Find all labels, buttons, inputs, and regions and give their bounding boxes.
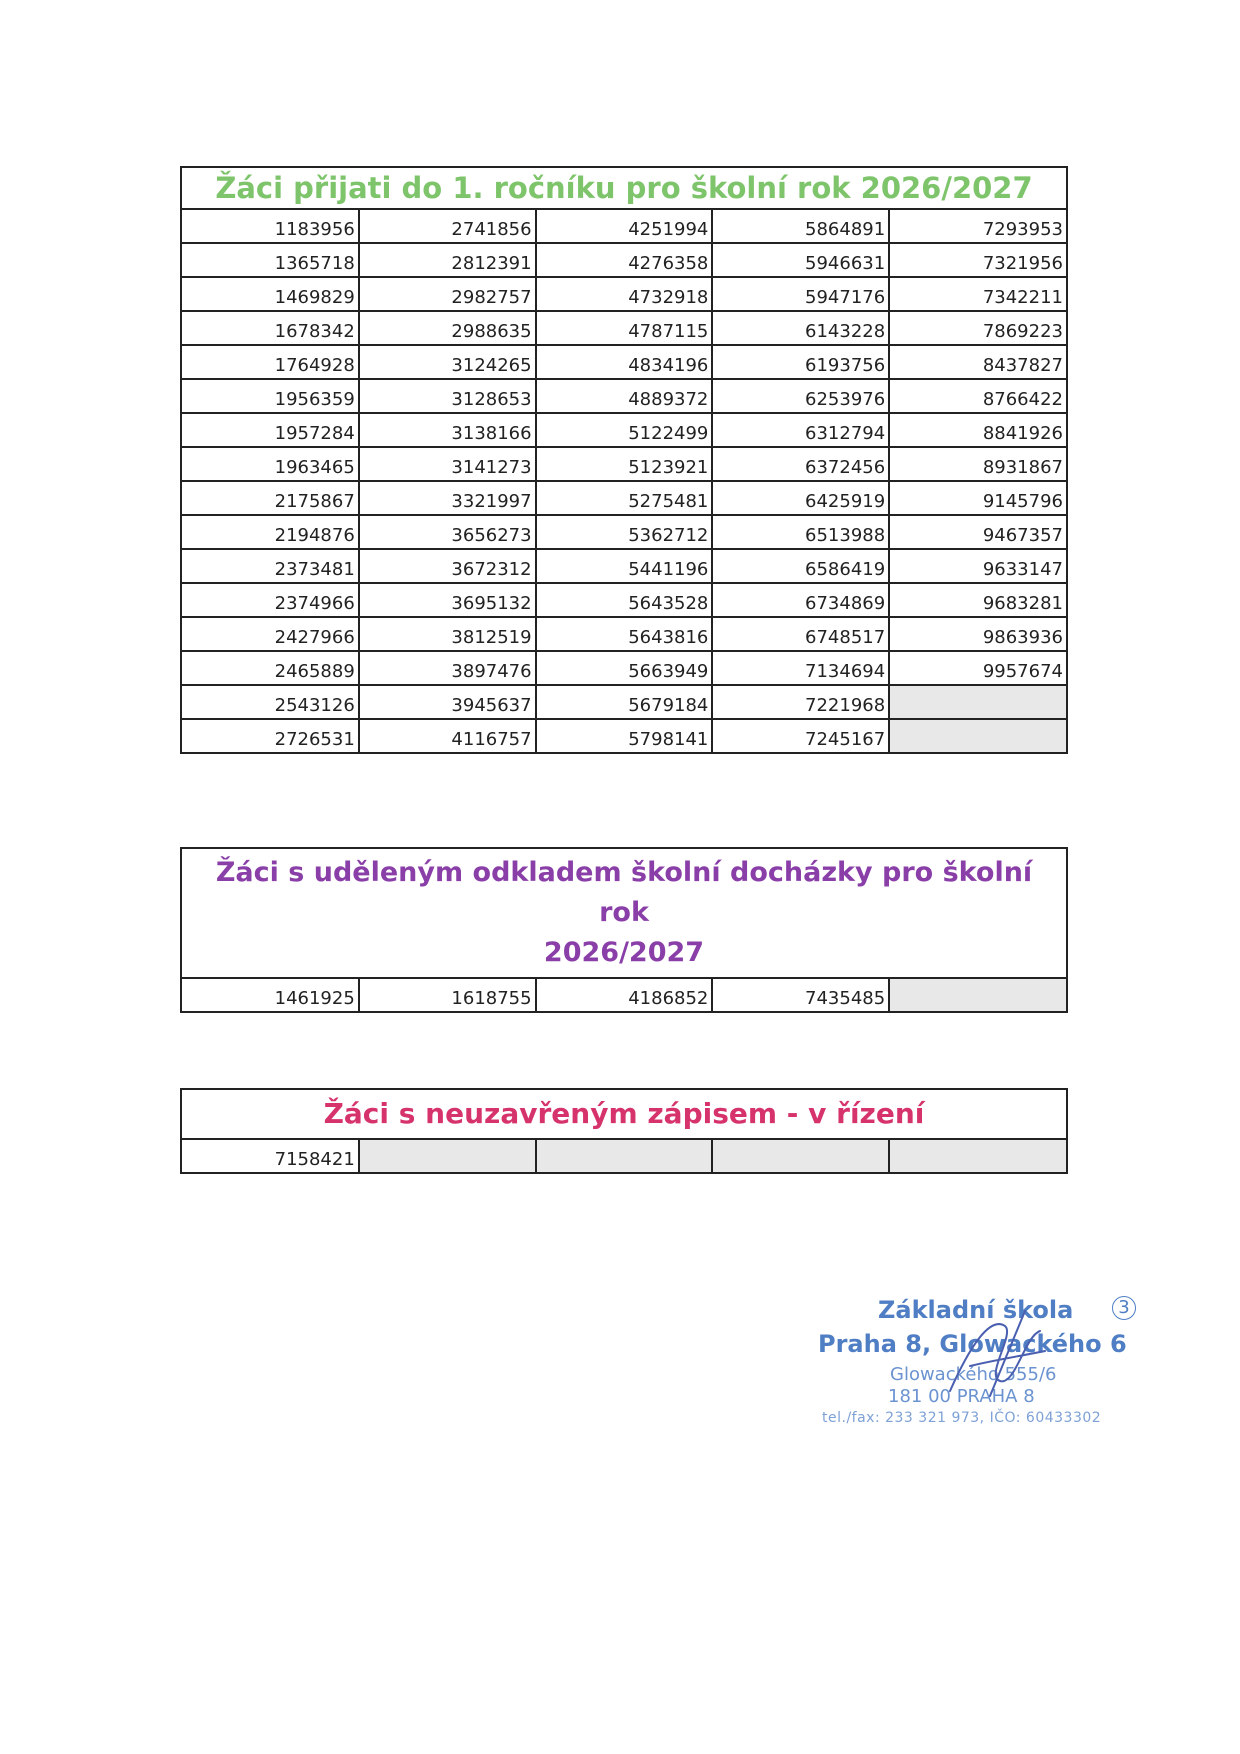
admitted-row <box>182 685 1066 719</box>
admitted-cell: 5663949 <box>536 651 713 685</box>
admitted-cell: 2175867 <box>182 481 359 515</box>
admitted-cell: 6513988 <box>712 515 889 549</box>
admitted-cell <box>889 685 1066 719</box>
admitted-cell: 4787115 <box>536 311 713 345</box>
admitted-row <box>182 311 1066 345</box>
admitted-cell: 6312794 <box>712 413 889 447</box>
deferred-row <box>182 979 1066 1011</box>
admitted-cell: 2194876 <box>182 515 359 549</box>
admitted-cell: 1678342 <box>182 311 359 345</box>
admitted-cell: 2812391 <box>359 243 536 277</box>
admitted-cell: 3672312 <box>359 549 536 583</box>
deferred-students-grid <box>182 979 1066 1011</box>
admitted-cell: 6372456 <box>712 447 889 481</box>
open-enrollment-table <box>180 1088 1068 1174</box>
admitted-cell: 5441196 <box>536 549 713 583</box>
admitted-cell: 3138166 <box>359 413 536 447</box>
admitted-cell: 6143228 <box>712 311 889 345</box>
admitted-cell: 5798141 <box>536 719 713 752</box>
admitted-cell: 4251994 <box>536 210 713 243</box>
admitted-cell: 9863936 <box>889 617 1066 651</box>
admitted-cell: 9145796 <box>889 481 1066 515</box>
admitted-cell: 8766422 <box>889 379 1066 413</box>
admitted-cell: 3812519 <box>359 617 536 651</box>
admitted-cell: 7869223 <box>889 311 1066 345</box>
admitted-cell: 2374966 <box>182 583 359 617</box>
admitted-cell: 1365718 <box>182 243 359 277</box>
admitted-cell: 8437827 <box>889 345 1066 379</box>
admitted-cell: 5946631 <box>712 243 889 277</box>
admitted-cell: 7293953 <box>889 210 1066 243</box>
open_enrollment-cell: 7158421 <box>182 1140 359 1172</box>
open_enrollment-cell <box>359 1140 536 1172</box>
admitted-cell: 9683281 <box>889 583 1066 617</box>
deferred-cell: 1618755 <box>359 979 536 1011</box>
stamp-contact: tel./fax: 233 321 973, IČO: 60433302 <box>822 1410 1102 1426</box>
admitted-cell: 7221968 <box>712 685 889 719</box>
admitted-cell: 6748517 <box>712 617 889 651</box>
admitted-cell: 1764928 <box>182 345 359 379</box>
admitted-cell: 7245167 <box>712 719 889 752</box>
deferred-cell: 1461925 <box>182 979 359 1011</box>
stamp-number: 3 <box>1112 1296 1136 1320</box>
admitted-row <box>182 719 1066 752</box>
admitted-cell: 6734869 <box>712 583 889 617</box>
open_enrollment-cell <box>712 1140 889 1172</box>
admitted-row <box>182 583 1066 617</box>
stamp-city: 181 00 PRAHA 8 <box>888 1386 1035 1407</box>
admitted-cell: 7134694 <box>712 651 889 685</box>
admitted-row <box>182 210 1066 243</box>
admitted-row <box>182 651 1066 685</box>
admitted-cell: 9633147 <box>889 549 1066 583</box>
admitted-cell: 2465889 <box>182 651 359 685</box>
open-enrollment-title: Žáci s neuzavřeným zápisem - v řízení <box>182 1090 1066 1140</box>
admitted-row <box>182 617 1066 651</box>
admitted-students-table <box>180 166 1068 754</box>
stamp-street: Glowackého 555/6 <box>890 1364 1057 1385</box>
admitted-cell: 7342211 <box>889 277 1066 311</box>
admitted-cell: 8841926 <box>889 413 1066 447</box>
admitted-students-title: Žáci přijati do 1. ročníku pro školní rok 2026/2027 <box>182 168 1066 210</box>
admitted-cell: 5362712 <box>536 515 713 549</box>
admitted-cell: 3321997 <box>359 481 536 515</box>
admitted-cell: 2726531 <box>182 719 359 752</box>
stamp-school-name: Základní škola <box>878 1296 1074 1324</box>
deferred-cell <box>889 979 1066 1011</box>
admitted-row <box>182 413 1066 447</box>
admitted-row <box>182 277 1066 311</box>
admitted-cell: 9957674 <box>889 651 1066 685</box>
admitted-cell: 6586419 <box>712 549 889 583</box>
admitted-cell: 8931867 <box>889 447 1066 481</box>
deferred-students-table <box>180 847 1068 1013</box>
admitted-cell: 2741856 <box>359 210 536 243</box>
admitted-cell: 3124265 <box>359 345 536 379</box>
deferred-cell: 7435485 <box>712 979 889 1011</box>
admitted-cell: 5679184 <box>536 685 713 719</box>
admitted-cell: 5947176 <box>712 277 889 311</box>
admitted-cell: 5122499 <box>536 413 713 447</box>
admitted-cell: 3141273 <box>359 447 536 481</box>
admitted-cell: 5643528 <box>536 583 713 617</box>
signature-scribble <box>930 1306 1060 1406</box>
admitted-cell: 1957284 <box>182 413 359 447</box>
admitted-cell: 5643816 <box>536 617 713 651</box>
admitted-cell: 3128653 <box>359 379 536 413</box>
admitted-students-grid <box>182 210 1066 752</box>
admitted-cell: 1183956 <box>182 210 359 243</box>
admitted-row <box>182 345 1066 379</box>
admitted-cell: 5864891 <box>712 210 889 243</box>
deferred-students-title-line1: Žáci s uděleným odkladem školní docházky pro školní rok <box>215 857 1033 928</box>
admitted-cell: 2373481 <box>182 549 359 583</box>
admitted-cell: 2543126 <box>182 685 359 719</box>
admitted-cell: 6253976 <box>712 379 889 413</box>
admitted-cell: 4276358 <box>536 243 713 277</box>
admitted-row <box>182 481 1066 515</box>
admitted-cell: 6193756 <box>712 345 889 379</box>
admitted-cell: 2427966 <box>182 617 359 651</box>
admitted-row <box>182 379 1066 413</box>
admitted-cell: 9467357 <box>889 515 1066 549</box>
admitted-cell: 1956359 <box>182 379 359 413</box>
admitted-cell: 3945637 <box>359 685 536 719</box>
open-enrollment-grid <box>182 1140 1066 1172</box>
admitted-row <box>182 515 1066 549</box>
open_enrollment-cell <box>536 1140 713 1172</box>
admitted-row <box>182 447 1066 481</box>
admitted-cell: 3897476 <box>359 651 536 685</box>
admitted-cell: 7321956 <box>889 243 1066 277</box>
admitted-row <box>182 243 1066 277</box>
admitted-cell: 5123921 <box>536 447 713 481</box>
admitted-cell: 1469829 <box>182 277 359 311</box>
deferred-students-title <box>182 849 1066 979</box>
school-stamp <box>810 1296 1170 1426</box>
open_enrollment-row <box>182 1140 1066 1172</box>
admitted-row <box>182 549 1066 583</box>
deferred-students-title-line2: 2026/2027 <box>543 937 705 968</box>
admitted-cell: 2982757 <box>359 277 536 311</box>
open_enrollment-cell <box>889 1140 1066 1172</box>
admitted-cell: 5275481 <box>536 481 713 515</box>
stamp-school-address: Praha 8, Glowackého 6 <box>818 1330 1127 1358</box>
admitted-cell: 6425919 <box>712 481 889 515</box>
admitted-cell: 4889372 <box>536 379 713 413</box>
admitted-cell: 1963465 <box>182 447 359 481</box>
admitted-cell: 4116757 <box>359 719 536 752</box>
admitted-cell: 4732918 <box>536 277 713 311</box>
admitted-cell: 3656273 <box>359 515 536 549</box>
admitted-cell: 2988635 <box>359 311 536 345</box>
admitted-cell: 3695132 <box>359 583 536 617</box>
admitted-cell: 4834196 <box>536 345 713 379</box>
deferred-cell: 4186852 <box>536 979 713 1011</box>
admitted-cell <box>889 719 1066 752</box>
